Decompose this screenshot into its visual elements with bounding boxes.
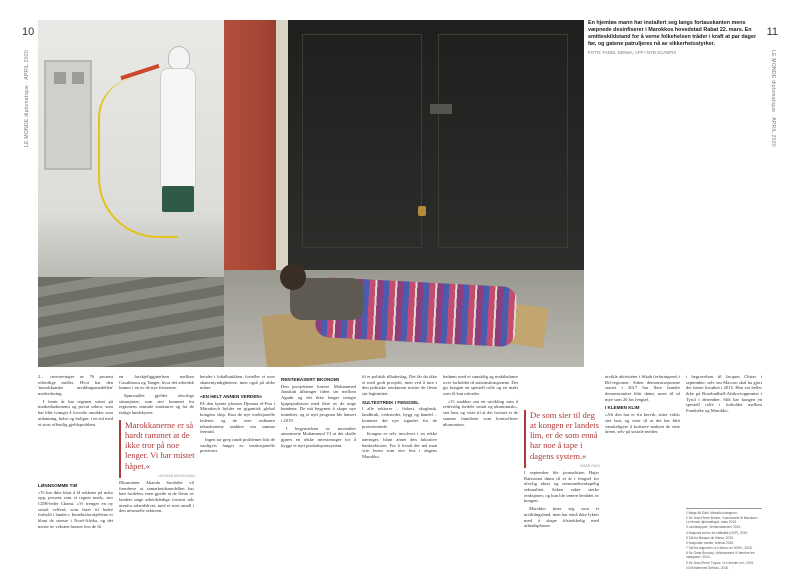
pullquote-left [119,420,195,478]
article-column-1-lower [38,480,113,562]
paragraph: Kongen er selv involvert i en rekke næringer, blant annet den lukrative banksektoren. For å forstå det må man vite hvem som eier hva i dagens Marokko. [362,431,437,459]
running-head-right: LE MONDE diplomatique · APRIL 2020 [770,50,776,148]
subheading: I KLEMEN KLIM [605,405,640,411]
footnote: 2 Se Jean-Pierre Bonhe, «Lønnsvarer til Marokko», Le Monde diplomatique, mars 2019. [686,516,759,525]
photo-caption-text: En hjemløs mann har installert seg langs fortauskanten mens væpnede desinfiserer i Marokkos hovedstad Rabat 22. mars. En smitteskildstand for å verne folkehelsen tråder i kraft at par dager før, og gatene patruljeres nå av sikkerhetsstyrker. [588,20,757,48]
paragraph: utvikle aktiviteter i Sikah (erfaringene) i Rif-regionen. Siden demonstrasjonene startet i 2017 har flere hundre demonstranter blitt dømt, noen til så mye som 20 års fengsel. [605,374,680,402]
footnote: 3 Landsrapport, Verdensbanken, 2019. [686,525,742,530]
paragraph: «Vi snakker om en utvikling som å rettferdig fordele sosial og økonomisk», sier han, og viser til at det fortsatt er de samme familiene som kontrollerer økonomien. [443,398,518,427]
paragraph: I begynnelsen av november annonserte Mohammed VI at det skulle gjøres en rekke investeringer for å bygge et nytt produksjonssystem. [281,425,356,448]
paragraph: Marokko fører seg som et utviklingsland, men har ennå ikke lyktes med å skape tilstrekkelig med arbeidsplasser. [524,506,599,529]
paragraph: «Alt den har er fra kervik, sitter vidd» sier han, og viser til at det har blitt vanskeligere å kritisere makten de siste årene, selv på sosiale medier. [605,412,680,435]
article-column-8 [605,374,680,562]
paragraph: en forskjeliggjørelsen mellom Casablanca og Tanger, hvor det arbeidsk lønnes i en av de nye frisonene. [119,374,194,391]
footnote: 9 Se Jean-Pierre Tuquoi, «Le dernier roi», 2001. [686,560,755,565]
paragraph: Den prosjektene fortere. Mohammed Jaoukah tilbringer tiden sin mellom Agadir og det ikke lenger trengte kjøpepraksisen med flere av de unge bøndene. De må begynne å skape nye inntekter, og et nytt program ble lansert i 2019. [281,383,356,423]
footnote: 5 Tall fra Banque du Maroc, 2019. [686,535,734,540]
paragraph: til et politisk tilbakeslag. Det får du ikke et med godt prosjekt, men ved å ture i den politiske strukturen mister de fleste sin legitimitet. [362,374,437,397]
footnote: 4 Nasjonal kontor for statistikk (HCP), 2019. [686,530,749,535]
photo-caption [588,20,760,56]
subheading: SULTESTREIK I FENGSEL [362,399,420,405]
footnote: 6 Nasjonale medier, februar 2020. [686,540,735,545]
article-column-5 [362,374,437,562]
footnotes [686,508,762,571]
article-column-7 [524,470,599,562]
article-column-9 [686,374,762,504]
footnote: 10 Mohammed Sefrioui, 2018. [686,565,729,570]
article-column-1 [38,374,113,464]
pullquote-credit: OMAR RADI [579,463,600,468]
paragraph: betaler i lokalbutikken, forteller vi over skattemyndighetene, men også på ulike måter. [200,374,275,391]
subheading: RENTEBASERT BKONOMI [281,377,339,382]
footnote: 7 Tall fra rapporten «Le Maroc en 2030», 2018. [686,546,753,551]
footnote: 1 Ifølge Alf Dahl, Marokko-bakgrunn. [686,511,738,515]
photo-homeless-man [224,20,584,367]
paragraph: Økonomen Akaoda Sorsbilet vil fremheve at samarbeidsmodellen har hatt fordelen, men gjorde at de fleste av landets unge arbeidsledige fortsatt står utenfor arbeidslivet, med et stort antall i den uformelle sektoren. [119,480,194,514]
paragraph: bedømt med et samtidig ag maktbalanse over forholdet til statsinstitusjonene. Det gir kongen en spesiell rolle og en makt som få kan utfordre. [443,374,518,397]
paragraph: 2… investeringer av 76 prosent offentlige midler. Hvor har den 'marokkanske utviklingsmodellen' medvirkning. [38,374,113,397]
paragraph: «Vi har ikke klart å få rekkene på noko opp, prosent som vi regnet med», sier CDH-leder Chami. «Vi trenger en ny sosial velferd, som fører til bedre forhold i landet.» Inntektsforskjellene er blant de største i Nord-Afrika, og det meste av veksten havner hos de få. [38,489,113,529]
page-number-left: 10 [22,26,35,38]
paragraph: Spørsmålet gjelder alvorlige situasjoner, som sier kommet fra regionens sentrale strukturer og fra de fattige landsbyene. [119,393,194,416]
paragraph: Ingen tar grep rundt problemer blir de vanligvis fanget av institusjonelle prosesser. [200,436,275,454]
photo-credit: FOTO: FADEL SENNA, AFP / NTB SCANPIX [588,50,677,56]
article-column-4 [281,374,356,562]
pullquote-text: Marokkanerne er så hardt rammet at de ikke tror på noe lenger. Vi har mistet håpet.« [125,420,195,471]
running-head-left: LE MONDE diplomatique · APRIL 2020 [24,50,30,148]
paragraph: I september ble journalisten Hajar Raissouni dømt til et år i fengsel for ulovlig abort og utenomekteskapelig seksualitet. Saken vakte sterke reaksjoner, og hun ble senere benådet av kongen. [524,470,599,504]
paragraph: I alle sektorer – fiskeri, skogbruk, landbruk, verksteder, bygg og handel – kommer det nye signaler fra de protesterende. [362,406,437,429]
paragraph: i begravelsen til Jacques Chirac i september, selv om Macron skal ha gjort det første forsøket i 2015. Han var heller ikke på Rosebudhall-Afrika-toppmøtet i Tyrol i desember. Slik har kongen en spesiell rolle i forholdet mellom Frankrike og Marokko. [686,374,762,414]
pullquote-right [524,410,600,468]
page-number-right: 11 [766,26,778,38]
article-column-2-lower [119,480,194,562]
pullquote-credit: HASSAN BENSLIMAN [158,473,195,478]
footnote: 8 Se Omar Brouksy, «Mohammed VI derrière les masques», 2014. [686,551,755,560]
paragraph: På den kjente plassen Djemaa el-Fna i Marrakech bylder en gigantisk global kongens skip. Kun de nye tradisjonelle lederne og de mer ordinære teknokratene snakker om samme fremtid. [200,400,275,435]
pullquote-text: De som sier til deg at kongen er landets lim, er de som ennå har noe å tape i dagens system.« [530,410,599,461]
paragraph: I femti år har regimet satset på markedsøkonomi og privat sektor, som har blitt tvunget å forvalte områder som utdanning, helse og boliger, i en tid med et stort offentlig gjeldsproblem. [38,398,113,427]
subheading: «EN HELT ANNEN VERDEN» [200,394,263,400]
photo-disinfection-worker [38,20,224,367]
article-column-3 [200,374,275,562]
article-column-6 [443,374,518,562]
subheading: LØNNSOMME TIØ [38,483,78,488]
